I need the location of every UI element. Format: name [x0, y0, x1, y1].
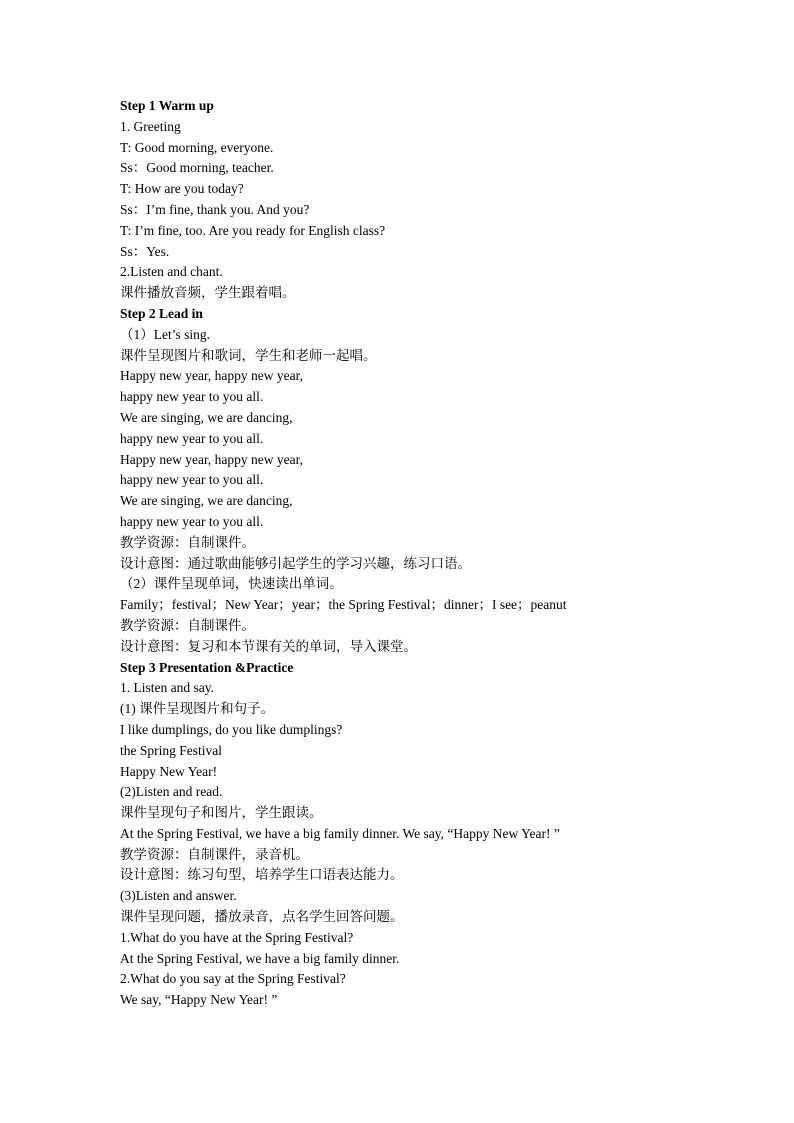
text-line: Ss：Yes. [120, 243, 170, 259]
text-line: 课件呈现图片和歌词，学生和老师一起唱。 [120, 347, 377, 363]
text-line: We say, “Happy New Year! ” [120, 992, 278, 1008]
text-line: At the Spring Festival, we have a big family dinner. We say, “Happy New Year! ” [120, 825, 560, 841]
text-line: (1) 课件呈现图片和句子。 [120, 701, 275, 717]
text-line: 课件呈现问题，播放录音，点名学生回答问题。 [120, 909, 404, 925]
section-heading: Step 2 Lead in [120, 305, 203, 321]
text-line: 设计意图：复习和本节课有关的单词，导入课堂。 [120, 638, 417, 654]
text-line: Ss：Good morning, teacher. [120, 160, 274, 176]
text-line: Happy new year, happy new year, [120, 451, 303, 467]
text-line: We are singing, we are dancing, [120, 409, 293, 425]
text-line: 教学资源：自制课件，录音机。 [120, 846, 309, 862]
text-line: （1）Let’s sing. [120, 326, 210, 342]
text-line: （2）课件呈现单词，快速读出单词。 [120, 576, 343, 592]
text-line: T: I’m fine, too. Are you ready for English class? [120, 222, 386, 238]
text-line: 2.What do you say at the Spring Festival? [120, 971, 346, 987]
document-body [120, 96, 720, 1011]
text-line: 教学资源：自制课件。 [120, 534, 255, 550]
text-line: 教学资源：自制课件。 [120, 617, 255, 633]
text-line: 2.Listen and chant. [120, 264, 223, 280]
text-line: happy new year to you all. [120, 513, 264, 529]
text-line: the Spring Festival [120, 742, 222, 758]
text-line: I like dumplings, do you like dumplings? [120, 721, 343, 737]
text-line: T: How are you today? [120, 181, 244, 197]
text-line: (3)Listen and answer. [120, 888, 237, 904]
text-line: 设计意图：通过歌曲能够引起学生的学习兴趣，练习口语。 [120, 555, 471, 571]
text-line: 课件播放音频，学生跟着唱。 [120, 285, 296, 301]
text-line: T: Good morning, everyone. [120, 139, 274, 155]
section-heading: Step 3 Presentation &Practice [120, 659, 294, 675]
text-line: Family；festival；New Year；year；the Spring Festival；dinner；I see；peanut [120, 597, 567, 613]
text-line: happy new year to you all. [120, 389, 264, 405]
text-line: 1. Greeting [120, 118, 181, 134]
text-line: Happy new year, happy new year, [120, 368, 303, 384]
text-line: happy new year to you all. [120, 472, 264, 488]
text-line: Happy New Year! [120, 763, 218, 779]
text-line: 1. Listen and say. [120, 680, 214, 696]
section-heading: Step 1 Warm up [120, 98, 214, 113]
text-line: At the Spring Festival, we have a big family dinner. [120, 950, 400, 966]
text-line: We are singing, we are dancing, [120, 493, 293, 509]
text-line: (2)Listen and read. [120, 784, 223, 800]
text-line: 1.What do you have at the Spring Festival? [120, 929, 354, 945]
text-line: happy new year to you all. [120, 430, 264, 446]
text-line: 课件呈现句子和图片，学生跟读。 [120, 805, 323, 821]
text-line: 设计意图：练习句型，培养学生口语表达能力。 [120, 867, 404, 883]
text-line: Ss：I’m fine, thank you. And you? [120, 201, 310, 217]
